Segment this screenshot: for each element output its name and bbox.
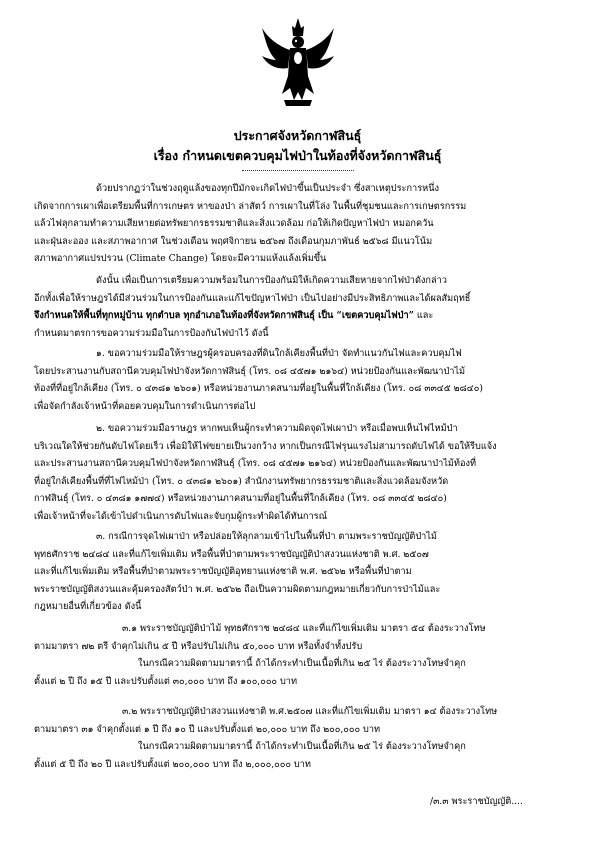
- text-line: และฝุ่นละออง และสภาพอากาศ ในช่วงเดือน พฤศจิกายน ๒๕๖๗ ถึงเดือนกุมภาพันธ์ ๒๕๖๘ มีแนวโน้ม: [34, 235, 433, 247]
- measure-item-3: [34, 528, 566, 616]
- continuation-reference: /๓.๓ พระราชบัญญัติ....: [430, 796, 523, 807]
- text-line: กำหนดมาตรการขอความร่วมมือในการป้องกันไฟป่าไว้ ดังนี้: [34, 327, 269, 339]
- text-line: บริเวณใดให้ช่วยกันดับไฟโดยเร็ว เพื่อมิให้ไฟขยายเป็นวงกว้าง หากเป็นกรณีไฟรุนแรงไม่สามารถดับไฟได้ ขอให้รีบแจ้ง: [34, 440, 497, 452]
- announcement-subject: เรื่อง กำหนดเขตควบคุมไฟป่าในท้องที่จังหวัดกาฬสินธุ์: [153, 148, 442, 163]
- text-line: ตั้งแต่ ๕ ปี ถึง ๒๐ ปี และปรับตั้งแต่ ๒๐๐,๐๐๐ บาท ถึง ๒,๐๐๐,๐๐๐ บาท: [34, 758, 311, 770]
- text-line: ตามมาตรา ๓๑ จำคุกตั้งแต่ ๑ ปี ถึง ๑๐ ปี และปรับตั้งแต่ ๒๐,๐๐๐ บาท ถึง ๒๐๐,๐๐๐ บาท: [34, 723, 381, 735]
- text-line: ที่อยู่ใกล้เคียงพื้นที่ที่ไฟไหม้ป่า (โทร. ๐ ๔๓๘๑ ๒๖๐๑) สำนักงานทรัพยากรธรรมชาติและสิ่งแวดล้อมจังหวัด: [34, 475, 449, 487]
- text-line: เกิดจากการเผาเพื่อเตรียมพื้นที่การเกษตร หาของป่า ล่าสัตว์ การเผาในที่โล่ง ในพื้นที่ชุมชนและการเกษตรกรรม: [34, 200, 467, 212]
- garuda-emblem-icon: [260, 18, 336, 110]
- text-line: ท้องที่ที่อยู่ใกล้เคียง (โทร. ๐ ๔๓๘๑ ๒๖๐๑) หรือหน่วยงานภาคสนามที่อยู่ในพื้นที่ใกล้เคียง (โทร. ๐๘ ๓๓๔๕ ๒๘๔๐): [34, 383, 483, 394]
- measure-item-1: [34, 345, 566, 415]
- text-line: โดยประสานงานกับสถานีควบคุมไฟป่าจังหวัดกาฬสินธุ์ (โทร. ๐๘ ๔๕๗๑ ๒๑๖๔) หน่วยป้องกันและพัฒนาป่าไม้: [34, 365, 466, 377]
- text-line: และที่แก้ไขเพิ่มเติม หรือพื้นที่ป่าตามพระราชบัญญัติอุทยานแห่งชาติ พ.ศ. ๒๕๖๒ หรือพื้นที่ป่าตาม: [34, 566, 412, 577]
- text-line: เพื่อจัดกำลังเจ้าหน้าที่คอยควบคุมในการดำเนินการต่อไป: [34, 400, 256, 412]
- text-line: พระราชบัญญัติสงวนและคุ้มครองสัตว์ป่า พ.ศ. ๒๕๖๒ ถือเป็นความผิดตามกฎหมายเกี่ยวกับการป่าไม้และ: [34, 583, 441, 595]
- text-line: ๓. กรณีการจุดไฟเผาป่า หรือปล่อยให้ลุกลามเข้าไปในพื้นที่ป่า ตามพระราชบัญญัติป่าไม้: [96, 531, 437, 542]
- text-line: ๒. ขอความร่วมมือราษฎร หากพบเห็นผู้กระทำความผิดจุดไฟเผาป่า หรือเมื่อพบเห็นไฟไหม้ป่า: [96, 423, 458, 434]
- text-line: แล้วไฟลุกลามทำความเสียหายต่อทรัพยากรธรรมชาติและสิ่งแวดล้อม ก่อให้เกิดปัญหาไฟป่า หมอกควัน: [34, 218, 434, 229]
- header-divider: [242, 170, 354, 171]
- text-line: กฎหมายอื่นที่เกี่ยวข้อง ดังนี้: [34, 601, 142, 612]
- law-item-3-2: [34, 703, 566, 773]
- text-line: ด้วยปรากฏว่าในช่วงฤดูแล้งของทุกปีมักจะเกิดไฟป่าขึ้นเป็นประจำ ซึ่งสาเหตุประการหนึ่ง: [96, 183, 439, 194]
- announcement-title: ประกาศจังหวัดกาฬสินธุ์: [233, 128, 362, 143]
- text-line: ๓.๒ พระราชบัญญัติป่าสงวนแห่งชาติ พ.ศ.๒๕๐๗ และที่แก้ไขเพิ่มเติม มาตรา ๑๔ ต้องระวางโทษ: [122, 706, 498, 717]
- text-line: กาฬสินธุ์ (โทร. ๐ ๔๓๘๑ ๑๗๗๔) หรือหน่วยงานภาคสนามที่อยู่ในพื้นที่ใกล้เคียง (โทร. ๐๘ ๓๓๔๕ ๒๘๔๐): [34, 493, 447, 504]
- law-item-3-1: [34, 620, 566, 690]
- text-line: อีกทั้งเพื่อให้ราษฎรได้มีส่วนร่วมในการป้องกันและแก้ไขปัญหาไฟป่า เป็นไปอย่างมีประสิทธิภาพและได้ผลสัมฤทธิ์: [34, 292, 471, 304]
- fire-control-zone-declaration: จึงกำหนดให้พื้นที่ทุกหมู่บ้าน ทุกตำบล ทุกอำเภอในท้องที่จังหวัดกาฬสินธุ์ เป็น “เขตควบคุมไฟป่า”: [34, 310, 414, 321]
- text-line: ในกรณีความผิดตามมาตรานี้ ถ้าได้กระทำเป็นเนื้อที่เกิน ๒๕ ไร่ ต้องระวางโทษจำคุก: [138, 658, 466, 669]
- text-line: ตามมาตรา ๗๒ ตรี จำคุกไม่เกิน ๕ ปี หรือปรับไม่เกิน ๕๐,๐๐๐ บาท หรือทั้งจำทั้งปรับ: [34, 640, 363, 652]
- text-line: สภาพอากาศแปรปรวน (Climate Change) โดยจะมีความแห้งแล้งเพิ่มขึ้น: [34, 253, 327, 264]
- text-line: [34, 307, 566, 325]
- text-line: ตั้งแต่ ๒ ปี ถึง ๑๕ ปี และปรับตั้งแต่ ๓๐,๐๐๐ บาท ถึง ๑๐๐,๐๐๐ บาท: [34, 675, 298, 687]
- measures-paragraph: [34, 272, 566, 342]
- text-line: ในกรณีความผิดตามมาตรานี้ ถ้าได้กระทำเป็นเนื้อที่เกิน ๒๕ ไร่ ต้องระวางโทษจำคุก: [138, 741, 466, 752]
- intro-paragraph: [34, 180, 566, 268]
- measure-item-2: [34, 420, 566, 525]
- text-line: และประสานงานสถานีควบคุมไฟป่าจังหวัดกาฬสินธุ์ (โทร. ๐๘ ๔๕๗๑ ๒๑๖๔) หน่วยป้องกันและพัฒนาป่าไม้ท้องที่: [34, 458, 477, 469]
- text-line: เพื่อเจ้าหน้าที่จะได้เข้าไปดำเนินการดับไฟและจับกุมผู้กระทำผิดได้ทันการณ์: [34, 510, 328, 522]
- text-fragment: และ: [413, 310, 434, 321]
- text-line: ดังนั้น เพื่อเป็นการเตรียมความพร้อมในการป้องกันมิให้เกิดความเสียหายจากไฟป่าดังกล่าว: [96, 275, 447, 286]
- text-line: พุทธศักราช ๒๔๘๔ และที่แก้ไขเพิ่มเติม หรือพื้นที่ป่าตามพระราชบัญญัติป่าสงวนแห่งชาติ พ.ศ. ๒๕๐๗: [34, 548, 429, 560]
- text-line: ๓.๑ พระราชบัญญัติป่าไม้ พุทธศักราช ๒๔๘๔ และที่แก้ไขเพิ่มเติม มาตรา ๕๔ ต้องระวางโทษ: [122, 623, 486, 634]
- text-line: ๑. ขอความร่วมมือให้ราษฎรผู้ครอบครองที่ดินใกล้เคียงพื้นที่ป่า จัดทำแนวกันไฟและควบคุมไฟ: [96, 348, 462, 359]
